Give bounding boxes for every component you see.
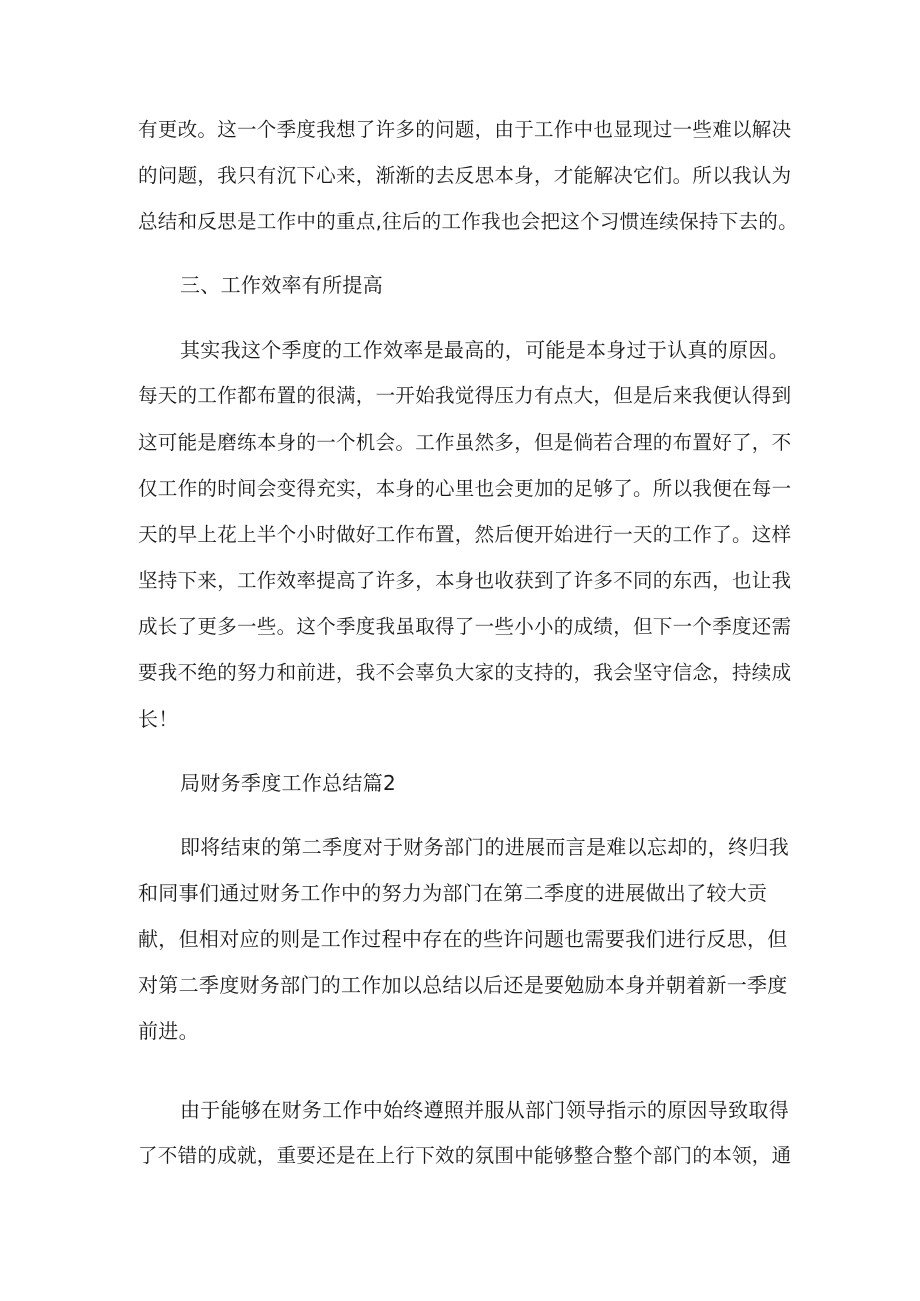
- text-line: 成长了更多一些。这个季度我虽取得了一些小小的成绩，但下一个季度还需: [138, 615, 792, 638]
- text-line: 由于能够在财务工作中始终遵照并服从部门领导指示的原因导致取得: [180, 1098, 789, 1122]
- article-heading: 局财务季度工作总结篇2: [180, 771, 397, 795]
- text-line: 天的早上花上半个小时做好工作布置，然后便开始进行一天的工作了。这样: [138, 523, 792, 546]
- text-line: 了不错的成就，重要还是在上行下效的氛围中能够整合整个部门的本领，通: [138, 1144, 792, 1167]
- text-line: 总结和反思是工作中的重点,往后的工作我也会把这个习惯连续保持下去的。: [138, 210, 798, 233]
- text-line: 和同事们通过财务工作中的努力为部门在第二季度的进展做出了较大贡: [138, 881, 768, 905]
- text-line: 其实我这个季度的工作效率是最高的，可能是本身过于认真的原因。: [180, 338, 789, 362]
- text-line: 有更改。这一个季度我想了许多的问题，由于工作中也显现过一些难以解决: [138, 118, 792, 141]
- text-line: 仅工作的时间会变得充实，本身的心里也会更加的足够了。所以我便在每一: [138, 477, 792, 500]
- text-line: 献，但相对应的则是工作过程中存在的些许问题也需要我们进行反思，但: [138, 927, 788, 951]
- text-line: 即将结束的第二季度对于财务部门的进展而言是难以忘却的，终归我: [180, 835, 789, 859]
- section-heading: 三、工作效率有所提高: [180, 273, 383, 297]
- text-line: 每天的工作都布置的很满，一开始我觉得压力有点大，但是后来我便认得到: [138, 384, 792, 407]
- text-line: 要我不绝的努力和前进，我不会辜负大家的支持的，我会坚守信念，持续成: [138, 661, 792, 684]
- text-line: 对第二季度财务部门的工作加以总结以后还是要勉励本身并朝着新一季度: [138, 973, 788, 997]
- text-line: 坚持下来，工作效率提高了许多，本身也收获到了许多不同的东西，也让我: [138, 569, 792, 592]
- text-line: 前进。: [138, 1019, 199, 1043]
- text-line: 长！: [138, 707, 179, 731]
- text-line: 的问题，我只有沉下心来，渐渐的去反思本身，才能解决它们。所以我认为: [138, 164, 792, 187]
- text-line: 这可能是磨练本身的一个机会。工作虽然多，但是倘若合理的布置好了，不: [138, 431, 792, 454]
